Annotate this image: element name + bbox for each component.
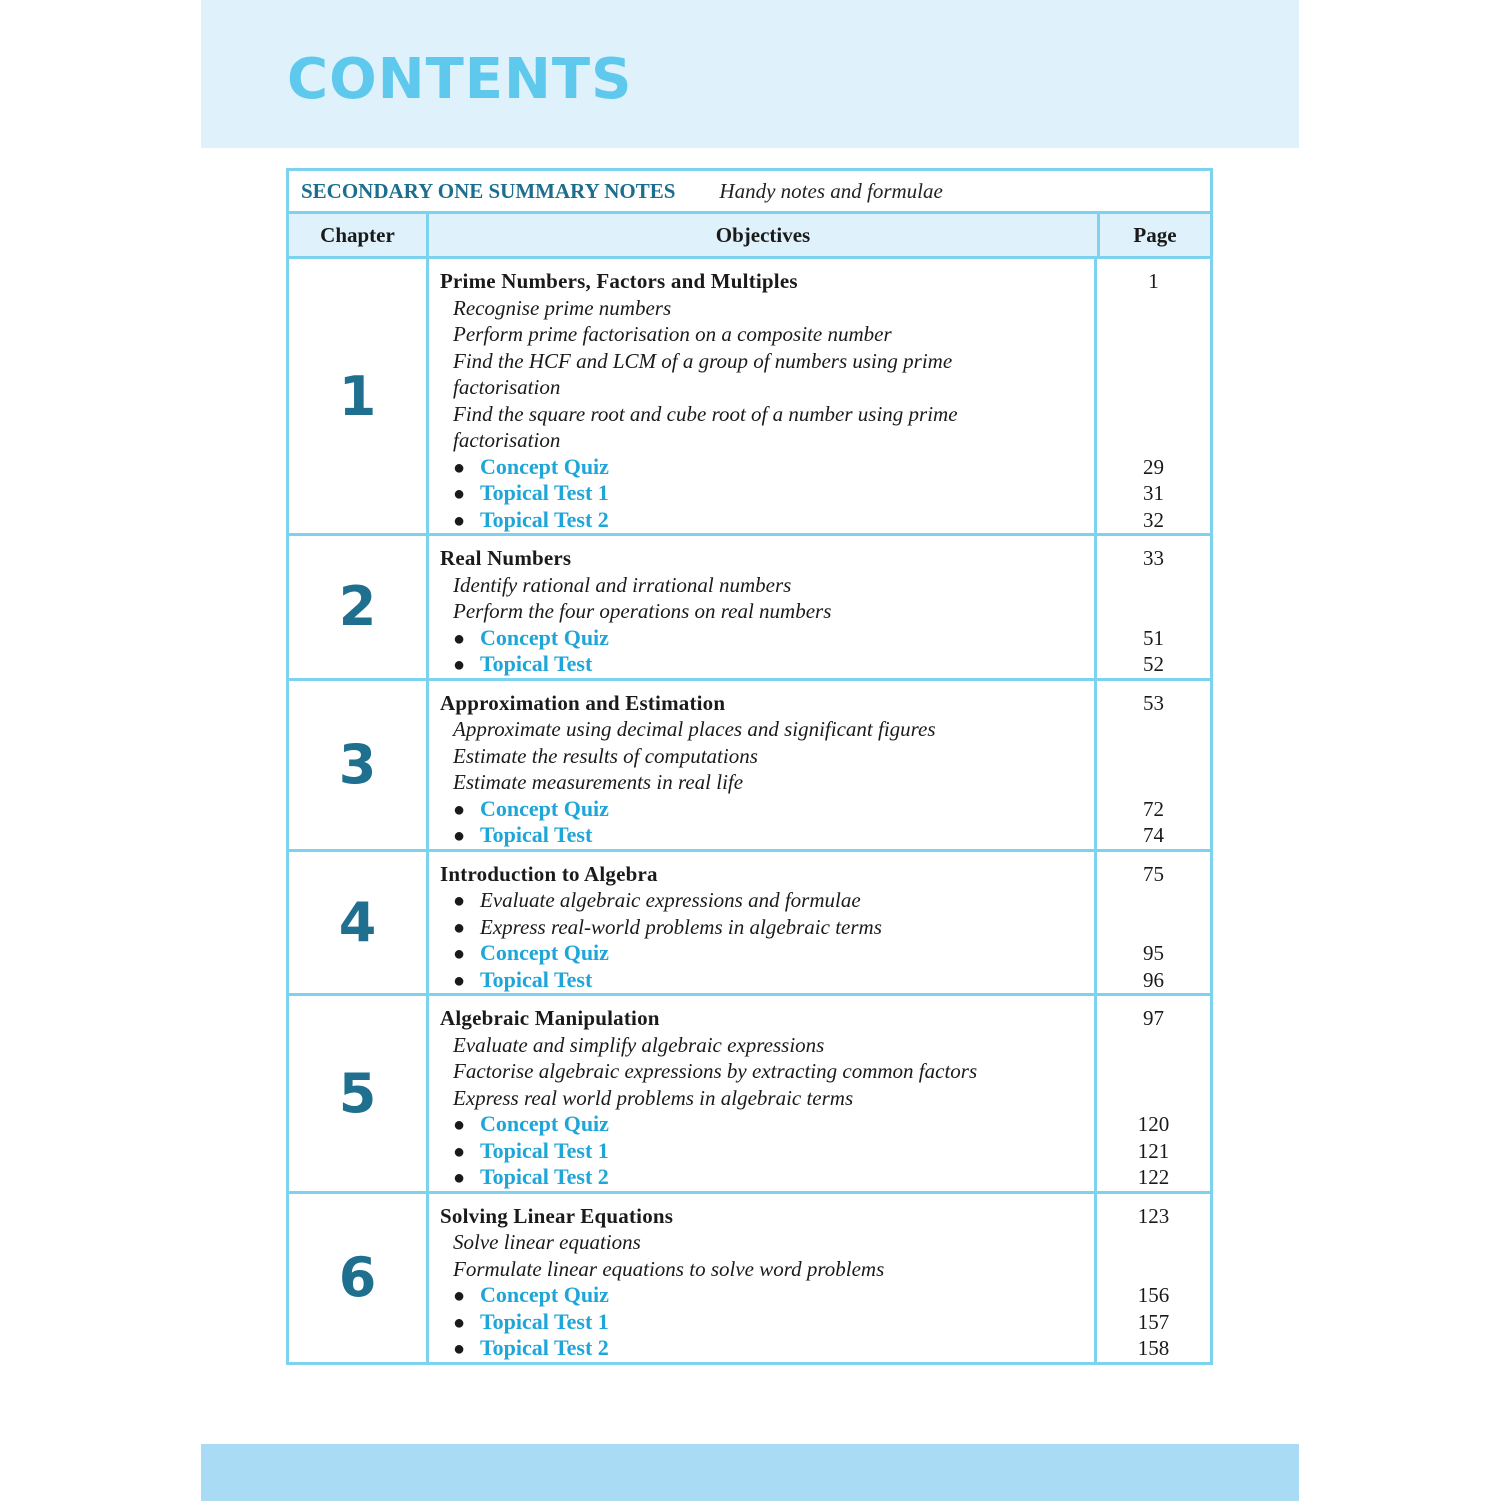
page-number <box>1097 572 1210 599</box>
chapter-number: 4 <box>289 852 429 994</box>
bullet-icon: ● <box>453 1140 466 1163</box>
objectives-cell <box>429 852 1097 994</box>
page-number: 122 <box>1137 1165 1170 1189</box>
page-number: 96 <box>1143 967 1164 992</box>
page-number: 53 <box>1143 690 1164 715</box>
page-header: Page <box>1133 222 1177 247</box>
page-number: 95 <box>1143 941 1164 965</box>
page-number <box>1097 598 1210 625</box>
objectives-cell <box>429 536 1097 678</box>
assessment-link[interactable] <box>429 1335 1094 1362</box>
page-number: 75 <box>1143 861 1164 886</box>
bullet-icon: ● <box>453 456 466 479</box>
chapter-topic[interactable]: Prime Numbers, Factors and Multiples <box>440 269 798 293</box>
assessment-link[interactable] <box>429 967 1094 994</box>
assessment-label: Topical Test 2 <box>480 1335 609 1360</box>
objective-item: Evaluate and simplify algebraic expressions <box>453 1032 825 1057</box>
table-header <box>289 214 1210 259</box>
objective-item: factorisation <box>453 428 561 452</box>
objective-item <box>429 914 1094 941</box>
page-number <box>1097 887 1210 914</box>
assessment-link[interactable] <box>429 940 1094 967</box>
chapter-number: 1 <box>289 259 429 533</box>
page-cell <box>1097 852 1210 994</box>
summary-notes-subtitle: Handy notes and formulae <box>719 178 943 203</box>
page-number <box>1097 427 1210 454</box>
bullet-icon: ● <box>453 654 466 676</box>
page-number: 72 <box>1143 796 1164 821</box>
objective-item <box>429 887 1094 914</box>
objective-item: factorisation <box>453 375 561 399</box>
bullet-icon: ● <box>453 1311 466 1334</box>
contents-table <box>286 168 1213 1365</box>
objectives-cell <box>429 259 1097 533</box>
page-number: 157 <box>1137 1309 1170 1334</box>
objectives-cell <box>429 681 1097 849</box>
bullet-icon: ● <box>453 798 466 821</box>
page-number: 158 <box>1137 1336 1170 1360</box>
assessment-link[interactable] <box>429 507 1094 534</box>
page-cell <box>1097 996 1210 1191</box>
assessment-label: Topical Test 1 <box>480 1137 609 1163</box>
objective-item: Recognise prime numbers <box>453 295 672 320</box>
page-number: 29 <box>1143 454 1164 479</box>
page-number <box>1097 321 1210 348</box>
chapter-row <box>289 996 1210 1194</box>
page-cell <box>1097 536 1210 678</box>
objective-item: Approximate using decimal places and significant figures <box>453 717 936 741</box>
chapter-header: Chapter <box>289 214 429 256</box>
page-number <box>1097 1058 1210 1085</box>
assessment-link[interactable] <box>429 454 1094 481</box>
chapter-topic[interactable]: Approximation and Estimation <box>440 690 726 715</box>
page-number <box>1097 769 1210 796</box>
page-number <box>1097 1032 1210 1059</box>
page-number <box>1097 914 1210 941</box>
chapter-number: 5 <box>289 996 429 1191</box>
bullet-icon: ● <box>453 943 466 965</box>
summary-notes-row[interactable] <box>289 171 1210 214</box>
summary-notes-title: SECONDARY ONE SUMMARY NOTES <box>301 178 676 203</box>
bullet-icon: ● <box>453 969 466 992</box>
page-number <box>1097 374 1210 401</box>
page-number <box>1097 295 1210 322</box>
bullet-icon: ● <box>453 1167 466 1189</box>
chapter-row <box>289 852 1210 997</box>
assessment-label: Concept Quiz <box>480 1282 609 1307</box>
assessment-label: Topical Test 1 <box>480 480 609 505</box>
page-number: 156 <box>1137 1283 1170 1307</box>
bullet-icon: ● <box>453 483 466 505</box>
objectives-header: Objectives <box>429 214 1100 256</box>
chapter-row <box>289 681 1210 852</box>
page-number: 52 <box>1143 652 1164 676</box>
assessment-link[interactable] <box>429 1164 1094 1191</box>
assessment-label: Topical Test <box>480 966 593 992</box>
objective-text: Express real-world problems in algebraic terms <box>480 914 882 939</box>
page-cell <box>1097 1194 1210 1362</box>
page-number <box>1097 401 1210 428</box>
objective-item: Perform the four operations on real numbers <box>453 599 832 623</box>
chapter-row <box>289 259 1210 536</box>
bullet-icon: ● <box>453 509 466 532</box>
chapter-topic[interactable]: Introduction to Algebra <box>440 861 658 886</box>
assessment-label: Concept Quiz <box>480 1111 609 1136</box>
bullet-icon: ● <box>453 825 466 847</box>
assessment-label: Topical Test <box>480 651 593 676</box>
page-number: 123 <box>1137 1203 1170 1228</box>
page-number <box>1097 348 1210 375</box>
page-number: 74 <box>1143 823 1164 847</box>
objective-item: Estimate measurements in real life <box>453 770 744 794</box>
page-number <box>1097 1085 1210 1112</box>
chapter-number: 3 <box>289 681 429 849</box>
chapter-number: 2 <box>289 536 429 678</box>
objectives-cell <box>429 1194 1097 1362</box>
page-number: 120 <box>1137 1112 1170 1136</box>
chapter-number: 6 <box>289 1194 429 1362</box>
chapter-row <box>289 536 1210 681</box>
objective-item: Perform prime factorisation on a composite number <box>453 322 892 346</box>
chapter-rows <box>289 259 1210 1362</box>
assessment-link[interactable] <box>429 1111 1094 1138</box>
assessment-link[interactable] <box>429 1282 1094 1309</box>
assessment-label: Concept Quiz <box>480 624 609 650</box>
chapter-topic[interactable]: Real Numbers <box>440 546 572 570</box>
footer-band <box>201 1444 1299 1501</box>
page-number: 121 <box>1137 1138 1170 1163</box>
assessment-link[interactable] <box>429 651 1094 678</box>
assessment-link[interactable] <box>429 625 1094 652</box>
objective-item: Factorise algebraic expressions by extracting common factors <box>453 1059 978 1083</box>
page-number: 1 <box>1148 269 1159 293</box>
page-number <box>1097 1229 1210 1256</box>
chapter-topic[interactable]: Algebraic Manipulation <box>440 1006 660 1030</box>
objective-item: Identify rational and irrational numbers <box>453 572 792 597</box>
objective-item: Find the HCF and LCM of a group of numbers using prime <box>453 348 953 373</box>
page-number <box>1097 743 1210 770</box>
page-number: 51 <box>1143 625 1164 650</box>
assessment-label: Topical Test 1 <box>480 1308 609 1334</box>
bullet-icon: ● <box>453 1338 466 1360</box>
bullet-icon: ● <box>453 1285 466 1307</box>
chapter-row <box>289 1194 1210 1362</box>
page-title: CONTENTS <box>287 47 633 112</box>
assessment-link[interactable] <box>429 822 1094 849</box>
bullet-icon: ● <box>453 916 466 939</box>
assessment-link[interactable] <box>429 796 1094 823</box>
page-number <box>1097 716 1210 743</box>
assessment-label: Concept Quiz <box>480 795 609 821</box>
chapter-topic[interactable]: Solving Linear Equations <box>440 1203 674 1228</box>
assessment-label: Topical Test <box>480 822 593 847</box>
bullet-icon: ● <box>453 1114 466 1136</box>
assessment-label: Concept Quiz <box>480 453 609 479</box>
assessment-link[interactable] <box>429 1309 1094 1336</box>
page-cell <box>1097 259 1210 533</box>
page-number <box>1097 1256 1210 1283</box>
page-number: 97 <box>1143 1006 1164 1030</box>
page-number: 32 <box>1143 507 1164 532</box>
objective-item: Solve linear equations <box>453 1230 641 1254</box>
page-number: 33 <box>1143 546 1164 570</box>
assessment-link[interactable] <box>429 1138 1094 1165</box>
objective-text: Evaluate algebraic expressions and formulae <box>480 888 861 912</box>
assessment-link[interactable] <box>429 480 1094 507</box>
assessment-label: Topical Test 2 <box>480 1164 609 1189</box>
bullet-icon: ● <box>453 627 466 650</box>
bullet-icon: ● <box>453 890 466 912</box>
objective-item: Estimate the results of computations <box>453 743 758 768</box>
assessment-label: Topical Test 2 <box>480 506 609 532</box>
objective-item: Find the square root and cube root of a number using prime <box>453 401 958 426</box>
objectives-cell <box>429 996 1097 1191</box>
page-cell <box>1097 681 1210 849</box>
assessment-label: Concept Quiz <box>480 940 609 965</box>
objective-item: Express real world problems in algebraic terms <box>453 1085 854 1110</box>
objective-item: Formulate linear equations to solve word problems <box>453 1256 885 1281</box>
page-number: 31 <box>1143 481 1164 505</box>
